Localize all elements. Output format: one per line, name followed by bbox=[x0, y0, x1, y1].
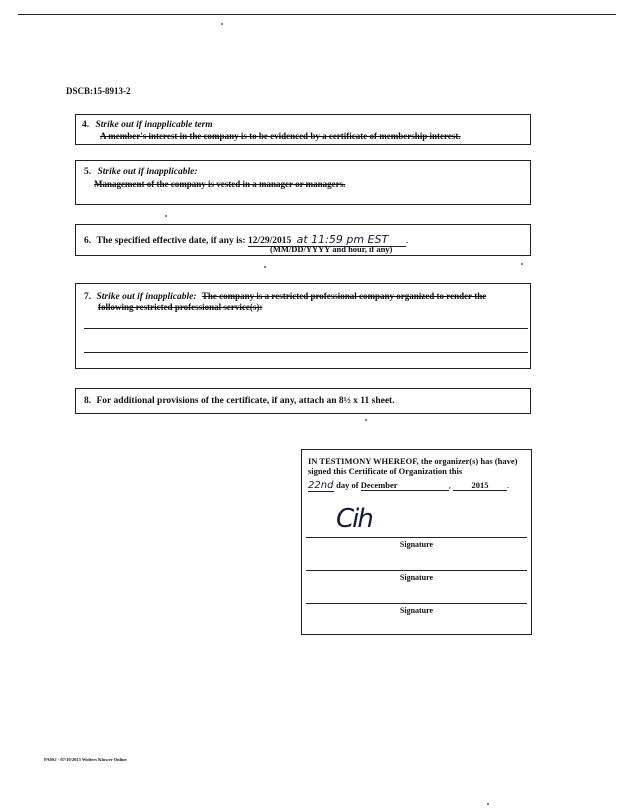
item-4-instruction: Strike out if inapplicable term bbox=[95, 120, 213, 130]
item-7-instruction: Strike out if inapplicable: bbox=[96, 292, 197, 302]
item-7-blank-line-2 bbox=[84, 352, 528, 353]
day-of-label: day of bbox=[336, 480, 359, 490]
item-6-number: 6. bbox=[84, 236, 92, 246]
item-8-text: For additional provisions of the certificate, if any, attach an 8½ x 11 sheet. bbox=[96, 396, 395, 406]
effective-date-value: 12/29/2015 bbox=[247, 236, 292, 246]
item-4-number: 4. bbox=[82, 120, 90, 130]
item-6-text: The specified effective date, if any is: bbox=[96, 236, 246, 246]
scan-speck bbox=[521, 263, 523, 265]
month-field: December bbox=[361, 480, 449, 491]
item-7-struck-text-1: The company is a restricted professional company organized to render the bbox=[201, 291, 487, 301]
item-7-struck-text-2: following restricted professional service(s): bbox=[98, 302, 263, 312]
testimony-signature-box bbox=[301, 449, 532, 635]
item-6-line: 6. The specified effective date, if any is: 12/29/2015 at 11:59 pm EST . bbox=[84, 233, 409, 246]
item-5-number: 5. bbox=[84, 167, 92, 177]
document-number: DSCB:15-8913-2 bbox=[66, 86, 131, 96]
item-4-struck-text: A member's interest in the company is to be evidenced by a certificate of membership interest. bbox=[100, 131, 461, 141]
item-5-box bbox=[75, 160, 531, 205]
handwritten-signature: Cih bbox=[336, 504, 372, 534]
signature-label-1: Signature bbox=[399, 540, 434, 549]
item-8-box bbox=[75, 388, 531, 414]
scan-speck bbox=[165, 215, 167, 217]
year-field: 2015 bbox=[453, 480, 507, 491]
item-7-number: 7. bbox=[84, 292, 92, 302]
item-5-struck-text: Management of the company is vested in a manager or managers. bbox=[94, 179, 346, 189]
signature-label-2: Signature bbox=[399, 573, 434, 582]
signature-label-3: Signature bbox=[399, 606, 434, 615]
item-7-blank-line-1 bbox=[84, 328, 528, 329]
scan-speck bbox=[264, 266, 266, 268]
item-7-heading bbox=[84, 291, 486, 302]
date-format-note: (MM/DD/YYYY and hour, if any) bbox=[270, 244, 393, 254]
testimony-line-2: signed this Certificate of Organization this bbox=[308, 466, 463, 476]
item-4-heading bbox=[82, 120, 213, 130]
item-6-box bbox=[75, 224, 531, 256]
top-rule bbox=[18, 14, 616, 15]
footer-note: PA0S2 - 07/10/2015 Wolters Kluwer Online bbox=[44, 757, 127, 762]
scan-speck bbox=[221, 23, 223, 25]
handwritten-time: at 11:59 pm EST bbox=[296, 233, 389, 246]
signature-line-1 bbox=[306, 537, 527, 538]
item-8-number: 8. bbox=[84, 396, 92, 406]
item-7-box bbox=[75, 283, 531, 369]
item-5-heading bbox=[84, 167, 198, 177]
handwritten-day: 22nd bbox=[308, 480, 334, 491]
item-4-box bbox=[75, 114, 531, 145]
scan-speck bbox=[365, 419, 367, 421]
testimony-line-1: IN TESTIMONY WHEREOF, the organizer(s) has (have) bbox=[308, 456, 518, 466]
item-8-line bbox=[84, 396, 395, 406]
signature-line-3 bbox=[306, 603, 527, 604]
testimony-date-line: 22nd day of December , 2015 . bbox=[308, 480, 510, 491]
signature-line-2 bbox=[306, 570, 527, 571]
item-5-instruction: Strike out if inapplicable: bbox=[97, 167, 198, 177]
scan-speck bbox=[487, 803, 489, 805]
